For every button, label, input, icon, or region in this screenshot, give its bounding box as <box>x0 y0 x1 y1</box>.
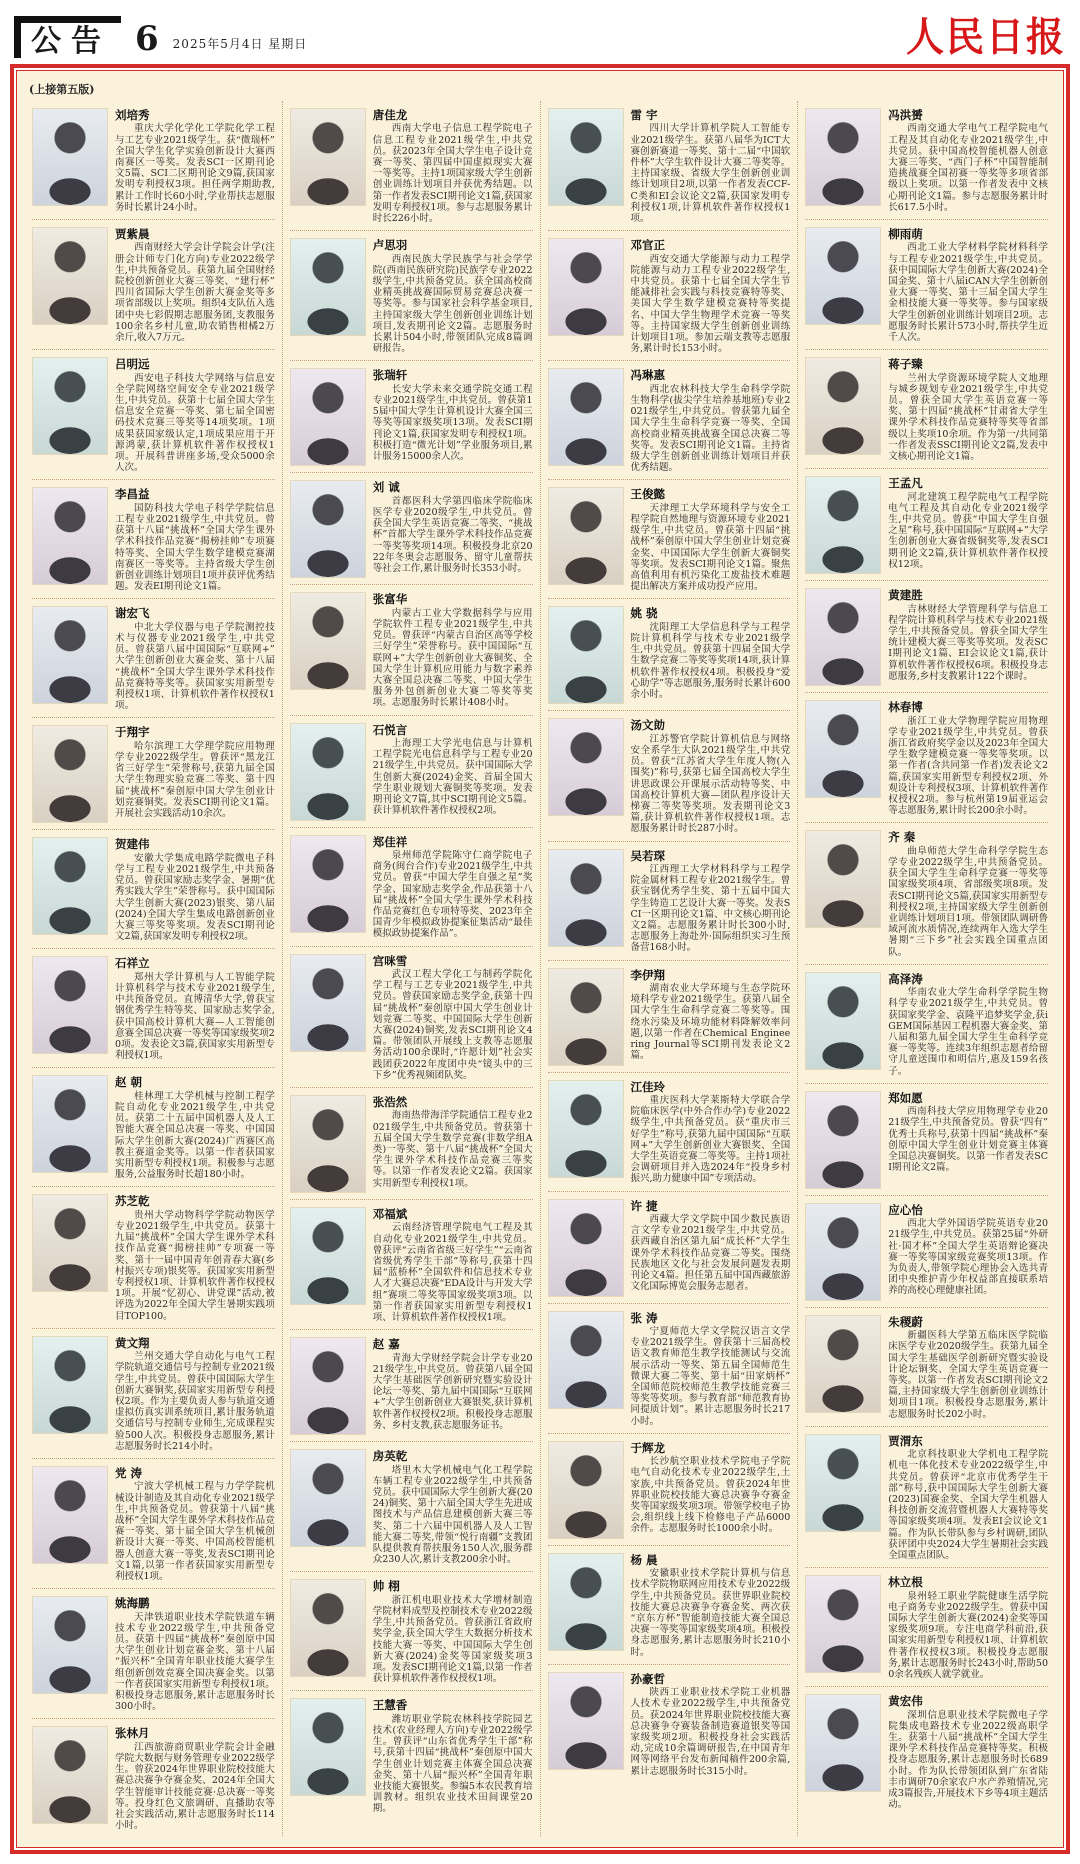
profile-entry <box>290 231 533 361</box>
student-photo <box>32 227 108 325</box>
profile-entry <box>548 480 791 599</box>
student-bio: 青海大学财经学院会计学专业2021级学生,中共党员。曾获第八届全国大学生基础医学创新研究暨实验设计论坛一等奖、第九届中国国际“互联网+”大学生创新创业大赛银奖,获计算机软件著作权授权2项。积极投身志愿服务、乡村支教,获志愿服务证书。 <box>372 1352 533 1431</box>
student-photo <box>290 835 366 933</box>
profile-text <box>631 718 791 834</box>
student-bio: 西南科技大学应用物理学专业2021级学生,中共预备党员。曾获“四有”优秀士兵称号,获第十四届“挑战杯”秦创原中国大学生创业计划竞赛主体赛全国总决赛铜奖。以第一作者发表SCI期刊论文2篇。 <box>888 1106 1048 1174</box>
profile-entry <box>32 1068 275 1187</box>
profile-text <box>888 972 1048 1077</box>
profile-entry <box>548 599 791 711</box>
profile-text <box>631 238 791 354</box>
student-name: 孙豪哲 <box>630 1671 665 1686</box>
student-bio: 天津理工大学环境科学与安全工程学院自然地理与资源环境专业2021级学生,中共党员。曾获第十四届“挑战杯”秦创原中国大学生创业计划竞赛金奖、中国国际大学生创新大赛铜奖等奖项。发表SCI期刊论文1篇。聚焦高值利用有机污染化工废盐技术难题提出解决方案并成功投产应用。 <box>630 502 791 593</box>
student-bio: 安徽职业技术学院计算机与信息技术学院物联网应用技术专业2022级学生,中共预备党员。获世界职业院校技能大赛总决赛争夺赛金奖、两次获“京东方杯”智能制造技能大赛全国总决赛一等奖等国家级奖项4项。积极投身志愿服务,累计志愿服务时长210小时。 <box>630 1568 791 1658</box>
student-bio: 西北大学外国语学院英语专业2021级学生,中共党员。获第25届“外研社·国才杯”全国大学生英语辩论赛决赛一等奖等国家级竞赛奖项13项。作为负责人,带领学院心理协会入选共青团中央维护青少年权益部直接联系培养的高校心理健康社团。 <box>888 1218 1048 1297</box>
student-name: 姚 骁 <box>630 606 658 621</box>
student-photo <box>805 700 881 798</box>
profile-entry <box>290 947 533 1088</box>
student-photo <box>32 1075 108 1173</box>
section-title: 公告 <box>31 24 111 59</box>
profile-text <box>631 968 791 1066</box>
profile-entry <box>805 350 1048 469</box>
profiles-column-1 <box>25 101 283 1837</box>
student-bio: 云南经济管理学院电气工程及其自动化专业2021级学生,中共党员。曾获评“云南省省级三好学生”“云南省省级优秀学生干部”等称号,获第十四届“蓝桥杯”全国软件和信息技术专业人才大赛总决赛“EDA设计与开发大学组”赛项二等奖等国家级奖项3项。以第一作者获国家实用新型专利授权1项、计算机软件著作权授权1项。 <box>372 1222 533 1324</box>
student-photo <box>805 1575 881 1673</box>
profiles-column-4 <box>798 101 1055 1837</box>
profile-text <box>115 1596 275 1712</box>
profile-text <box>373 1698 533 1814</box>
student-name: 江佳玲 <box>630 1079 665 1094</box>
student-photo <box>290 368 366 466</box>
profile-entry <box>548 1073 791 1192</box>
student-photo <box>548 1441 624 1539</box>
student-bio: 西南财经大学会计学院会计学(注册会计师专门化方向)专业2022级学生,中共预备党员。获第九届全国财经院校创新创业大赛三等奖、“建行杯”四川省国际大学生创新大赛金奖等多项省部级以上奖项。组织4支队伍入选团中央七彩假期志愿服务团,支教服务100余名乡村儿童,助农销售柑橘2万余斤,收入7万元。 <box>115 242 275 343</box>
student-bio: 重庆医科大学莱斯特大学联合学院临床医学(中外合作办学)专业2022级学生,中共预备党员。获“重庆市三好学生”称号,获第九届中国国际“互联网+”大学生创新创业大赛银奖、全国大学生英语竞赛二等奖等。主持1项社会调研项目并入选2024年“投身乡村振兴,助力健康中国”专项活动。 <box>630 1094 791 1185</box>
profile-entry <box>32 1719 275 1837</box>
profile-entry <box>290 361 533 473</box>
student-photo <box>805 1091 881 1189</box>
student-photo <box>32 956 108 1054</box>
profile-text <box>888 1091 1048 1189</box>
student-bio: 四川大学计算机学院人工智能专业2021级学生。获第八届华为ICT大赛创新赛道一等奖、第十二届“中国软件杯”大学生软件设计大赛二等奖等。主持国家级、省级大学生创新创业训练计划项目2项,以第一作者发表CCF-C类和EI会议论文2篇,获国家发明专利授权1项,计算机软件著作权授权1项。 <box>630 123 791 224</box>
student-photo <box>805 1203 881 1301</box>
profile-text <box>888 1434 1048 1561</box>
student-name: 李伊翔 <box>630 967 665 982</box>
profile-entry <box>290 1442 533 1572</box>
student-bio: 潍坊职业学院农林科技学院园艺技术(农业经理人方向)专业2022级学生。曾获评“山东省优秀学生干部”称号,获第十四届“挑战杯”秦创原中国大学生创业计划竞赛主体赛全国总决赛金奖、第十八届“振兴杯”全国青年职业技能大赛银奖。参编5本农民教育培训教材。组织农业技术田间课堂20期。 <box>372 1713 533 1815</box>
student-photo <box>548 1311 624 1409</box>
profile-text <box>631 1672 791 1777</box>
student-bio: 首都医科大学第四临床学院临床医学专业2020级学生,中共党员。曾获全国大学生英语竞赛二等奖、“挑战杯”首都大学生课外学术科技作品竞赛一等奖等奖项14项。积极投身北京2022年冬奥会志愿服务、留守儿童帮扶等社会工作,累计服务时长353小时。 <box>372 495 533 574</box>
student-name: 黄文翔 <box>115 1335 150 1350</box>
student-bio: 宁波大学机械工程与力学学院机械设计制造及其自动化专业2021级学生,中共预备党员。曾获第十八届“挑战杯”全国大学生课外学术科技作品竞赛一等奖、第十届全国大学生机械创新设计大赛一等奖、中国高校智能机器人创意大赛一等奖,发表SCI期刊论文1篇,以第一作者获国家实用新型专利授权1项。 <box>115 1481 275 1583</box>
student-photo <box>32 1336 108 1434</box>
student-name: 赵 嘉 <box>372 1337 400 1352</box>
student-name: 石祥立 <box>115 956 150 971</box>
profiles-column-2 <box>283 101 541 1837</box>
student-name: 帅 栩 <box>372 1579 400 1594</box>
student-photo <box>805 108 881 206</box>
student-photo <box>548 108 624 206</box>
student-name: 邓官正 <box>630 238 665 253</box>
student-photo <box>290 238 366 336</box>
student-bio: 沈阳理工大学信息科学与工程学院计算机科学与技术专业2021级学生,中共党员。曾获第十四届全国大学生数学竞赛二等奖等奖项14项,获计算机软件著作权授权4项。积极投身“爱心助学”等志愿服务,服务时长累计600余小时。 <box>630 621 791 700</box>
student-bio: 郑州大学计算机与人工智能学院计算机科学与技术专业2021级学生,中共预备党员。直博清华大学,曾获宝钢优秀学生特等奖、国家励志奖学金,获中国高校计算机大赛—人工智能创意赛全国总决赛一等奖等国家级奖项20项。发表论文3篇,获国家实用新型专利授权1项。 <box>115 971 275 1062</box>
student-name: 吴若琛 <box>630 848 665 863</box>
profile-entry <box>805 101 1048 220</box>
profile-text <box>373 723 533 821</box>
profile-entry <box>805 1568 1048 1687</box>
student-name: 许 捷 <box>630 1198 658 1213</box>
student-photo <box>805 357 881 455</box>
student-name: 林春博 <box>888 700 923 715</box>
profile-entry <box>32 599 275 718</box>
student-bio: 兰州大学资源环境学院人文地理与城乡规划专业2021级学生,中共党员。曾获全国大学生英语竞赛一等奖、第十四届“挑战杯”甘肃省大学生课外学术科技作品竞赛特等奖等省部级以上奖项10余项。作为第一/共同第一作者发表SSCI期刊论文2篇,发表中文核心期刊论文1篇。 <box>888 372 1048 462</box>
student-name: 赵 朝 <box>115 1075 143 1090</box>
student-photo <box>290 480 366 578</box>
profile-entry <box>548 961 791 1073</box>
student-photo <box>548 968 624 1066</box>
profile-entry <box>548 1192 791 1304</box>
student-bio: 内蒙古工业大学数据科学与应用学院软件工程专业2021级学生,中共党员。曾获评“内蒙古自治区高等学校三好学生”荣誉称号。获中国国际“互联网+”大学生创新创业大赛铜奖、全国大学生计算机应用能力与数字素养大赛全国总决赛二等奖、中国大学生服务外包创新创业大赛二等奖等奖项。志愿服务时长累计408小时。 <box>372 607 533 709</box>
profile-entry <box>805 1196 1048 1308</box>
profile-text <box>373 238 533 354</box>
student-bio: 长沙航空职业技术学院电子学院电气自动化技术专业2022级学生,土家族,中共预备党员。曾获2024年世界职业院校技能大赛总决赛争夺赛金奖等国家级奖项3项。带领学校电子协会,组织线上线下检修电子产品6000余件。志愿服务时长1000余小时。 <box>630 1456 791 1535</box>
student-name: 齐 秦 <box>888 830 916 845</box>
profile-entry <box>32 1329 275 1459</box>
profile-text <box>888 830 1048 957</box>
student-name: 蒋子臻 <box>888 357 923 372</box>
student-photo <box>32 1596 108 1694</box>
student-photo <box>805 972 881 1070</box>
profile-text <box>373 480 533 578</box>
profile-text <box>115 1466 275 1582</box>
student-name: 朱稷蔚 <box>888 1314 923 1329</box>
student-name: 宫咪雪 <box>372 953 408 968</box>
student-name: 于辉龙 <box>630 1440 665 1455</box>
student-bio: 西北工业大学材料学院材料科学与工程专业2021级学生,中共党员。获中国国际大学生创新大赛(2024)全国金奖、第十八届iCAN大学生创新创业大赛一等奖、第十三届全国大学生金相技能大赛一等奖等。参与国家级大学生创新创业训练计划项目2项。志愿服务时长累计573小时,帮扶学生近千人次。 <box>888 242 1048 343</box>
student-name: 于翔宇 <box>115 725 150 740</box>
student-name: 邓福斌 <box>372 1207 408 1222</box>
profile-entry <box>548 361 791 480</box>
student-bio: 西南大学电子信息工程学院电子信息工程专业2021级学生,中共党员。获2023年全国大学生电子设计竞赛一等奖、第四届中国虚拟现实大赛一等奖等。主持1项国家级大学生创新创业训练计划项目并获优秀结题。以第一作者发表SCI期刊论文1篇,获国家发明专利授权1项。参与志愿服务累计时长226小时。 <box>372 123 533 224</box>
page-header <box>10 6 1070 61</box>
student-photo <box>32 1726 108 1824</box>
student-name: 黄宏伟 <box>888 1694 923 1709</box>
profile-text <box>888 588 1048 686</box>
profile-text <box>115 227 275 343</box>
student-photo <box>32 1466 108 1564</box>
profile-entry <box>805 581 1048 693</box>
student-bio: 哈尔滨理工大学理学院应用物理学专业2022级学生。曾获评“黑龙江省三好学生”荣誉称号,获第九届全国大学生物理实验竞赛二等奖、第十四届“挑战杯”秦创原中国大学生创业计划竞赛铜奖。发表SCI期刊论文1篇。开展社会实践活动10余次。 <box>115 740 275 819</box>
student-bio: 西北农林科技大学生命科学学院生物科学(拔尖学生培养基地班)专业2021级学生,中共党员。曾获第九届全国大学生生命科学竞赛一等奖、全国高校商业精英挑战赛全国总决赛二等奖等。发表SCI期刊论文1篇。主持省级大学生创新创业训练计划项目并获优秀结题。 <box>630 383 791 474</box>
student-bio: 深圳信息职业技术学院微电子学院集成电路技术专业2022级高职学生。获第十八届“挑战杯”全国大学生课外学术科技作品竞赛特等奖。积极投身志愿服务,累计志愿服务时长689小时。作为队长带领团队到广东省陆丰市调研70余家农户水产养殖情况,完成3篇报告,开展技术下乡等4项主题活动。 <box>888 1709 1048 1811</box>
profile-entry <box>32 1589 275 1719</box>
student-photo <box>548 368 624 466</box>
profile-text <box>631 1311 791 1427</box>
student-bio: 泉州轻工职业学院健康生活学院电子商务专业2022级学生。曾获中国国际大学生创新大赛(2024)金奖等国家级奖项9项。专注电商学科前沿,获国家实用新型专利授权1项、计算机软件著作权授权3项。积极投身志愿服务,累计志愿服务时长243小时,帮助500余名残疾人就学就业。 <box>888 1590 1049 1681</box>
student-name: 贾渭东 <box>888 1433 923 1448</box>
profile-text <box>115 837 275 942</box>
profile-entry <box>548 1434 791 1546</box>
student-name: 张浩然 <box>372 1095 408 1110</box>
profile-entry <box>805 1687 1048 1816</box>
student-photo <box>290 1579 366 1677</box>
profile-text <box>373 954 533 1081</box>
student-photo <box>290 1095 366 1193</box>
student-bio: 湖南农业大学环境与生态学院环境科学专业2021级学生。获第八届全国大学生生命科学竞赛二等奖等。围绕水污染及环境功能材料降解效率问题,以第一作者在Chemical Engineering Journal等SCI期刊发表论文2篇。 <box>630 982 791 1062</box>
student-name: 吕明远 <box>115 357 150 372</box>
student-photo <box>548 849 624 947</box>
profile-entry <box>290 1691 533 1820</box>
student-name: 房英乾 <box>372 1449 408 1464</box>
profile-entry <box>548 231 791 361</box>
student-photo <box>548 606 624 704</box>
profile-text <box>631 1080 791 1185</box>
profile-text <box>888 108 1048 213</box>
profile-entry <box>290 1330 533 1442</box>
student-name: 冯琳惠 <box>630 368 665 383</box>
student-photo <box>290 954 366 1052</box>
profile-text <box>115 357 275 473</box>
page-number: 6 <box>135 19 159 59</box>
student-name: 郑佳祥 <box>372 834 408 849</box>
student-bio: 北京科技职业大学机电工程学院机电一体化技术专业2022级学生,中共党员。曾获评“北京市优秀学生干部”称号,获中国国际大学生创新大赛(2023)国赛金奖、全国大学生机器人科技创新交流营暨机器人大赛特等奖等国家级奖项4项。发表EI会议论文1篇。作为队长带队参与乡村调研,团队获评团中央2024大学生暑期社会实践全国重点团队。 <box>888 1449 1048 1562</box>
profile-entry <box>805 823 1048 964</box>
student-photo <box>290 1449 366 1547</box>
student-name: 张瑞轩 <box>372 368 408 383</box>
continuation-note: (上接第五版) <box>29 83 95 96</box>
student-photo <box>548 1672 624 1770</box>
profile-text <box>631 849 791 954</box>
profile-text <box>888 476 1048 574</box>
student-photo <box>548 487 624 585</box>
student-name: 张富华 <box>372 592 408 607</box>
profile-entry <box>32 480 275 599</box>
student-name: 王俊懿 <box>630 487 665 502</box>
student-photo <box>290 723 366 821</box>
profile-text <box>373 1337 533 1435</box>
profile-entry <box>548 842 791 961</box>
profile-entry <box>32 1459 275 1589</box>
profile-entry <box>32 101 275 220</box>
profile-entry <box>548 101 791 231</box>
student-photo <box>548 238 624 336</box>
student-photo <box>805 830 881 928</box>
profile-entry <box>805 693 1048 823</box>
student-bio: 泉州师范学院陈守仁商学院电子商务(闽台合作)专业2021级学生,中共党员。曾获“中国大学生自强之星”奖学金、国家励志奖学金,作品获第十八届“挑战杯”全国大学生课外学术科技作品竞赛红色专项特等奖、2023年全国青少年模拟政协提案征集活动“最佳模拟政协提案作品”。 <box>372 849 533 940</box>
profile-text <box>373 1579 533 1684</box>
profile-entry <box>290 585 533 715</box>
student-bio: 宁夏师范大学文学院汉语言文学专业2021级学生。曾获第十三届高校语文教育师范生教学技能测试与交流展示活动一等奖、第五届全国师范生微课大赛二等奖、第十届“田家炳杯”全国师范院校师范生教学技能竞赛三等奖等奖项。参与教育部“师范教育协同提质计划”。累计志愿服务时长217小时。 <box>630 1325 791 1427</box>
profile-entry <box>32 220 275 350</box>
profile-text <box>373 1207 533 1323</box>
student-photo <box>548 1199 624 1297</box>
profile-entry <box>805 1308 1048 1427</box>
student-name: 雷 宇 <box>630 108 658 122</box>
profile-text <box>888 227 1048 343</box>
student-name: 石悦言 <box>372 722 408 737</box>
student-name: 王孟凡 <box>888 476 923 491</box>
student-photo <box>290 108 366 206</box>
student-bio: 华南农业大学生命科学学院生物科学专业2021级学生,中共党员。曾获国家奖学金、袁隆平追梦奖学金,获iGEM国际基因工程机器大赛金奖、第八届和第九届全国大学生生命科学竞赛一等奖等。连续3年组织志愿者给留守儿童送围巾和明信片,惠及159名孩子。 <box>888 987 1048 1077</box>
student-bio: 兰州交通大学自动化与电气工程学院轨道交通信号与控制专业2021级学生,中共党员。曾获中国国际大学生创新大赛铜奖,获国家实用新型专利授权2项。作为主要负责人参与轨道交通虚拟仿真实训系统项目,累计服务轨道交通信号与控制专业师生,完成课程实验500人次。积极投身志愿服务,累计志愿服务时长214小时。 <box>115 1351 275 1452</box>
student-photo <box>805 1694 881 1792</box>
student-name: 王慧香 <box>372 1698 408 1713</box>
student-bio: 西安电子科技大学网络与信息安全学院网络空间安全专业2021级学生,中共党员。获第十七届全国大学生信息安全竞赛一等奖、第七届全国密码技术竞赛三等奖等14项奖项。1项成果获国家级认定,1项成果应用于开源鸿蒙,获计算机软件著作权授权1项。开展科普讲座多场,受众5000余人次。 <box>115 372 275 474</box>
content-frame <box>10 64 1070 1854</box>
student-bio: 贵州大学动物科学学院动物医学专业2021级学生,中共党员。获第十九届“挑战杯”全国大学生课外学术科技作品竞赛“揭榜挂帅”专项赛一等奖、第十一届中国青年创青春大赛(乡村振兴专项)银奖等。获国家实用新型专利授权1项、计算机软件著作权授权1项。开展“忆初心、讲党课”活动,被评选为2022年全国大学生暑期实践项目TOP100。 <box>115 1209 275 1322</box>
profile-text <box>631 487 791 592</box>
profile-entry <box>548 711 791 841</box>
profile-entry <box>548 1546 791 1665</box>
student-name: 冯洪赟 <box>888 108 923 122</box>
student-photo <box>805 1434 881 1532</box>
student-photo <box>290 1698 366 1796</box>
student-name: 刘 诚 <box>372 480 400 495</box>
date-line: 2025年5月4日 星期日 <box>172 37 308 51</box>
student-photo <box>32 606 108 704</box>
student-name: 姚海鹏 <box>115 1596 150 1611</box>
student-bio: 陕西工业职业技术学院工业机器人技术专业2022级学生,中共预备党员。获2024年世界职业院校技能大赛总决赛争夺赛装备制造赛道银奖等国家级奖项2项。积极投身社会实践活动,完成10余篇调研报告,在中国青年网等网络平台发布新闻稿件200余篇,累计志愿服务时长315小时。 <box>630 1687 791 1777</box>
student-photo <box>290 1337 366 1435</box>
profile-text <box>631 1441 791 1539</box>
profile-text <box>631 1199 791 1297</box>
profile-entry <box>805 469 1048 581</box>
student-bio: 曲阜师范大学生命科学学院生态学专业2022级学生,中共预备党员。获全国大学生生命科学竞赛一等奖等国家级奖项4项、省部级奖项8项。发表SCI期刊论文5篇,获国家实用新型专利授权2项,主持国家级大学生创新创业训练计划项目1项。带领团队调研鲁域河流水质情况,连续两年入选大学生暑期“三下乡”社会实践全国重点团队。 <box>888 845 1048 958</box>
profile-entry <box>32 350 275 480</box>
profile-text <box>631 368 791 473</box>
profile-entry <box>290 828 533 947</box>
student-bio: 桂林理工大学机械与控制工程学院自动化专业2021级学生,中共党员。获第二十五届中国机器人及人工智能大赛全国总决赛一等奖、中国国际大学生创新大赛(2024)广西赛区高教主赛道金奖等。以第一作者获国家实用新型专利授权1项。积极参与志愿服务,公益服务时长超180小时。 <box>115 1090 275 1181</box>
student-name: 谢宏飞 <box>115 606 150 621</box>
student-bio: 国防科技大学电子科学学院信息工程专业2021级学生,中共党员。曾获第十八届“挑战杯”全国大学生课外学术科技作品竞赛“揭榜挂帅”专项赛特等奖、全国大学生数学建模竞赛湖南赛区一等奖等。主持省级大学生创新创业训练计划项目1项并获评优秀结题。发表EI期刊论文1篇。 <box>115 502 275 593</box>
profile-text <box>631 1553 791 1658</box>
profile-entry <box>290 1572 533 1691</box>
profiles-grid <box>25 101 1055 1837</box>
profile-entry <box>290 473 533 585</box>
profile-entry <box>290 716 533 828</box>
student-bio: 江西旅游商贸职业学院会计金融学院大数据与财务管理专业2022级学生。曾获2024年世界职业院校技能大赛总决赛争夺赛金奖、2024年全国大学生智能审计技能竞赛·总决赛一等奖等。投身红色文旅调研、直播助农等社会实践活动,累计志愿服务时长114小时。 <box>115 1741 275 1832</box>
student-name: 李昌益 <box>115 487 150 502</box>
profile-text <box>373 1095 533 1193</box>
student-bio: 江苏警官学院计算机信息与网络安全系学生大队2021级学生,中共党员。曾获“江苏省大学生年度人物(入围奖)”称号,获第七届全国高校大学生讲思政课公开课展示活动特等奖、中国高校计算机大赛—团队程序设计天梯赛二等奖等奖项。发表期刊论文3篇,获计算机软件著作权授权1项。志愿服务累计时长287小时。 <box>630 733 791 835</box>
student-photo <box>32 487 108 585</box>
profile-text <box>373 368 533 466</box>
student-name: 高泽涛 <box>888 971 923 986</box>
student-bio: 新疆医科大学第五临床医学院临床医学专业2020级学生。获第九届全国大学生基础医学创新研究暨实验设计论坛铜奖、全国大学生英语竞赛一等奖。以第一作者发表SCI期刊论文2篇,主持国家级大学生创新创业训练计划项目1项。积极投身志愿服务,累计志愿服务时长202小时。 <box>888 1330 1048 1420</box>
student-bio: 浙江机电职业技术大学增材制造学院材料成型及控制技术专业2022级学生,中共预备党员。曾获浙江省政府奖学金,获全国大学生大数据分析技术技能大赛一等奖、中国国际大学生创新大赛(2024)金奖等国家级奖项3项。发表SCI期刊论文1篇,以第一作者获计算机软件著作权授权1项。 <box>372 1594 533 1685</box>
student-bio: 长安大学未来交通学院交通工程专业2021级学生,中共党员。曾获第15届中国大学生计算机设计大赛全国三等奖等国家级奖项13项。发表SCI期刊论文1篇,获国家发明专利授权1项。积极打造“微光计划”学业服务项目,累计服务15000余人次。 <box>372 383 533 462</box>
student-photo <box>32 357 108 455</box>
student-name: 刘培秀 <box>115 108 150 122</box>
student-bio: 河北建筑工程学院电气工程学院电气工程及其自动化专业2021级学生,中共党员。曾获“中国大学生自强之星”称号,获中国国际“互联网+”大学生创新创业大赛省级铜奖等,发表SCI期刊论文2篇,获计算机软件著作权授权12项。 <box>888 491 1048 570</box>
profile-text <box>115 1075 275 1180</box>
profile-entry <box>805 965 1048 1084</box>
profile-entry <box>32 949 275 1068</box>
profile-text <box>373 835 533 940</box>
profile-text <box>888 1315 1048 1420</box>
profile-text <box>115 1726 275 1831</box>
profile-entry <box>805 1084 1048 1196</box>
profile-entry <box>805 220 1048 350</box>
profile-text <box>888 700 1048 816</box>
profile-text <box>115 487 275 592</box>
profile-text <box>888 1694 1048 1810</box>
student-name: 张 涛 <box>630 1310 658 1325</box>
student-bio: 天津铁道职业技术学院铁道车辆技术专业2022级学生,中共预备党员。获第十四届“挑战杯”秦创原中国大学生创业计划竞赛金奖、第十八届“振兴杯”全国青年职业技能大赛学生组创新创效竞赛全国决赛金奖。以第一作者获国家实用新型专利授权1项。积极投身志愿服务,累计志愿服务时长300小时。 <box>115 1611 275 1713</box>
content-box <box>16 70 1064 1848</box>
profile-text <box>888 357 1048 462</box>
profile-text <box>373 592 533 708</box>
student-name: 黄建胜 <box>888 588 923 603</box>
profile-text <box>115 725 275 823</box>
student-bio: 西安交通大学能源与动力工程学院能源与动力工程专业2022级学生,中共党员。获第十七届全国大学生节能减排社会实践与科技竞赛特等奖、美国大学生数学建模竞赛特等奖提名、中国大学生物理学术竞赛一等奖等。主持国家级大学生创新创业训练计划项目1项。参加云端支教等志愿服务,累计时长153小时。 <box>630 253 791 355</box>
student-name: 汤文勆 <box>630 718 665 733</box>
student-bio: 安徽大学集成电路学院微电子科学与工程专业2021级学生,中共预备党员。曾获国家励志奖学金、暑期“优秀实践大学生”荣誉称号。获中国国际大学生创新大赛(2023)银奖、第八届(2024)全国大学生集成电路创新创业大赛三等奖等奖项。发表SCI期刊论文2篇,获国家发明专利授权2项。 <box>115 852 275 943</box>
profile-entry <box>290 1088 533 1200</box>
profile-entry <box>548 1304 791 1434</box>
student-bio: 西南交通大学电气工程学院电气工程及其自动化专业2021级学生,中共党员。获中国高校智能机器人创意大赛三等奖、“西门子杯”中国智能制造挑战赛全国初赛一等奖等多项省部级以上奖项。以第一作者发表中文核心期刊论文1篇。参与志愿服务累计时长617.5小时。 <box>888 123 1048 213</box>
student-photo <box>32 108 108 206</box>
profile-text <box>888 1203 1048 1301</box>
profile-entry <box>32 718 275 830</box>
student-bio: 西南民族大学民族学与社会学学院(西南民族研究院)民族学专业2022级学生,中共预备党员。获全国高校商业精英挑战赛国际贸易竞赛总决赛一等奖等。参与国家社会科学基金项目,主持国家级大学生创新创业训练计划项目,发表期刊论文2篇。志愿服务时长累计504小时,带领团队完成8篇调研报告。 <box>372 253 533 355</box>
section-corner-mark <box>14 16 121 58</box>
profile-entry <box>805 1427 1048 1568</box>
student-name: 贾紫晨 <box>115 227 150 241</box>
profile-text <box>373 1449 533 1565</box>
student-name: 贺建伟 <box>115 837 150 852</box>
profiles-column-3 <box>541 101 799 1837</box>
student-bio: 江西理工大学材料科学与工程学院金属材料工程专业2021级学生。曾获宝钢优秀学生奖、第十五届中国大学生铸造工艺设计大赛一等奖。发表SCI一区期刊论文1篇、中文核心期刊论文2篇。志愿服务累计时长300小时,志愿服务上海赴外·国际组织实习生预备营168小时。 <box>630 863 791 954</box>
student-photo <box>805 476 881 574</box>
student-name: 杨 晨 <box>630 1552 658 1567</box>
student-photo <box>548 1080 624 1178</box>
profile-entry <box>290 1200 533 1330</box>
student-photo <box>290 1207 366 1305</box>
student-bio: 塔里木大学机械电气化工程学院车辆工程专业2022级学生,中共预备党员。获中国国际大学生创新大赛(2024)铜奖、第十六届全国大学生先进成图技术与产品信息建模创新大赛三等奖、第二十六届中国机器人及人工智能大赛二等奖,带领“悦行南疆”支教团队提供教育帮扶服务150人次,服务群众230人次,累计支教200余小时。 <box>372 1464 533 1566</box>
profile-text <box>115 108 275 213</box>
student-bio: 中北大学仪器与电子学院测控技术与仪器专业2021级学生,中共党员。曾获第八届中国国际“互联网+”大学生创新创业大赛金奖、第十八届“挑战杯”全国大学生课外学术科技作品竞赛特等奖等。获国家实用新型专利授权1项、计算机软件著作权授权1项。 <box>115 621 275 712</box>
student-bio: 上海理工大学光电信息与计算机工程学院光电信息科学与工程专业2021级学生,中共党员。获中国国际大学生创新大赛(2024)金奖、首届全国大学生职业规划大赛铜奖等奖项。发表期刊论文7篇,其中SCI期刊论文5篇。获计算机软件著作权授权2项。 <box>372 737 533 817</box>
profile-text <box>115 956 275 1061</box>
student-bio: 海南热带海洋学院通信工程专业2021级学生,中共预备党员。曾获第十五届全国大学生数学竞赛(非数学组A类)一等奖、第十八届“挑战杯”全国大学生课外学术科技作品竞赛三等奖等。以第一作者发表论文2篇。获国家实用新型专利授权1项。 <box>372 1110 533 1189</box>
student-name: 党 涛 <box>115 1466 143 1481</box>
student-photo <box>548 1553 624 1651</box>
student-name: 唐佳龙 <box>372 108 408 122</box>
profile-text <box>373 108 533 224</box>
student-photo <box>32 1194 108 1292</box>
student-name: 张林月 <box>115 1726 150 1741</box>
student-name: 柳雨萌 <box>888 227 923 241</box>
profile-entry <box>548 1665 791 1783</box>
student-name: 卢思羽 <box>372 238 408 253</box>
profile-entry <box>290 101 533 231</box>
student-bio: 西藏大学文学院中国少数民族语言文学专业2021级学生,中共党员。获西藏自治区第九届“成长杯”大学生课外学术科技作品竞赛二等奖。围绕民族地区文化与社会发展问题发表期刊论文4篇。担任第五届中国西藏旅游文化国际博览会服务志愿者。 <box>630 1213 791 1293</box>
profile-text <box>631 108 791 224</box>
student-photo <box>290 592 366 690</box>
student-photo <box>805 588 881 686</box>
student-name: 林立根 <box>888 1575 923 1590</box>
profile-text <box>888 1575 1048 1680</box>
profile-text <box>115 1194 275 1321</box>
student-bio: 重庆大学化学化工学院化学工程与工艺专业2021级学生。获“微瑞杯”全国大学生化学实验创新设计大赛西南赛区一等奖。发表SCI一区期刊论文5篇、SCI二区期刊论文9篇,获国家发明专利授权3项。担任两学期助教,累计工作时长60小时,学业帮扶志愿服务时长累计24小时。 <box>115 123 275 213</box>
student-bio: 吉林财经大学管理科学与信息工程学院计算机科学与技术专业2021级学生,中共预备党员。曾获全国大学生统计建模大赛三等奖等奖项。发表SCI期刊论文1篇、EI会议论文1篇,获计算机软件著作权授权6项。积极投身志愿服务,乡村支教累计122个课时。 <box>888 603 1048 682</box>
student-photo <box>805 227 881 325</box>
student-photo <box>32 837 108 935</box>
newspaper-masthead: 人民日报 <box>905 12 1066 61</box>
student-name: 应心怡 <box>888 1202 923 1217</box>
student-name: 郑如愿 <box>888 1090 923 1105</box>
profile-text <box>115 606 275 711</box>
student-photo <box>805 1315 881 1413</box>
student-photo <box>32 725 108 823</box>
student-bio: 浙江工业大学物理学院应用物理学专业2021级学生,中共党员。曾获浙江省政府奖学金以及2023年全国大学生数学建模竞赛一等奖等奖项。以第一作者(含共同第一作者)发表论文2篇,获国家实用新型专利授权2项、外观设计专利授权3项、计算机软件著作权授权2项。参与杭州第19届亚运会等志愿服务,累计时长200余小时。 <box>888 715 1048 817</box>
profile-entry <box>32 1187 275 1328</box>
profile-text <box>115 1336 275 1452</box>
student-photo <box>548 718 624 816</box>
student-name: 苏芝乾 <box>115 1194 150 1209</box>
student-bio: 武汉工程大学化工与制药学院化学工程与工艺专业2021级学生,中共党员。曾获国家励志奖学金,获第十四届“挑战杯”秦创原中国大学生创业计划竞赛二等奖、中国国际大学生创新大赛(2024)铜奖,发表SCI期刊论文4篇。带领团队开展线上支教等志愿服务活动100余课时,“许愿计划”社会实践团获2022年度团中央“镜头中的三下乡”优秀视频团队奖。 <box>372 968 533 1081</box>
profile-entry <box>32 830 275 949</box>
profile-text <box>631 606 791 704</box>
